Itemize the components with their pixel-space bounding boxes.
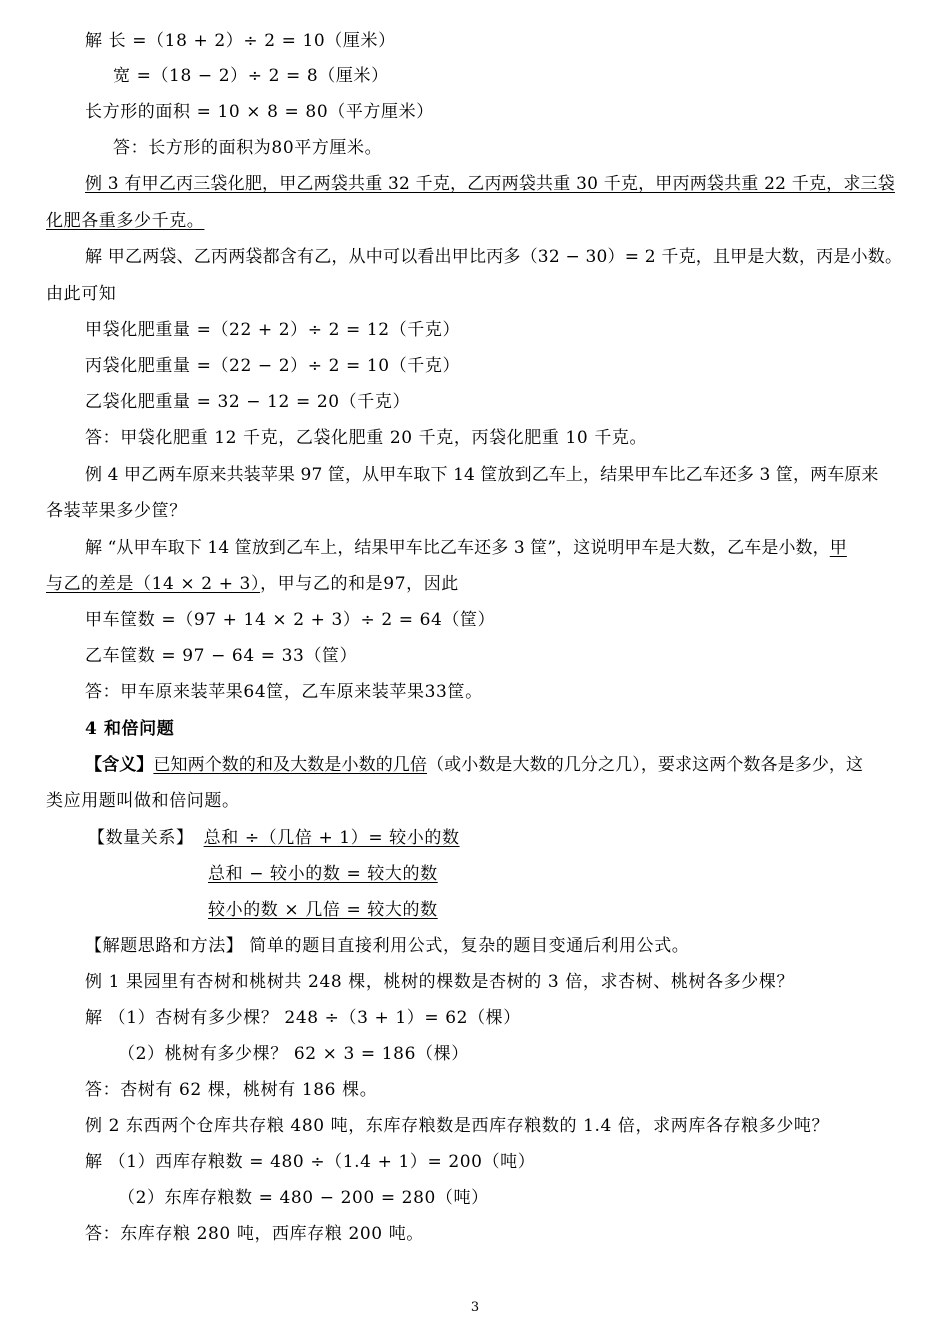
example-4-underlined-start: 甲 [829, 538, 847, 558]
definition-line [85, 753, 863, 777]
formula-2: 总和 − 较小的数 = 较大的数 [208, 864, 438, 884]
example-1-step-1: 解 （1）杏树有多少棵？ 248 ÷（3 + 1）= 62（棵） [85, 1008, 521, 1028]
example-3-question-cont: 化肥各重多少千克。 [46, 211, 205, 231]
example-4-question: 例 4 甲乙两车原来共装苹果 97 筐，从甲车取下 14 筐放到乙车上，结果甲车比乙车还多 3 筐，两车原来 [85, 465, 879, 485]
example-4-solution-cont [46, 572, 459, 596]
example-2-step-2: （2）东库存粮数 = 480 − 200 = 280（吨） [118, 1188, 489, 1208]
definition-label: 【含义】 [85, 755, 154, 775]
formula-1: 总和 ÷（几倍 + 1）= 较小的数 [203, 828, 460, 848]
page-number: 3 [470, 1300, 480, 1315]
bag-b-formula: 乙袋化肥重量 = 32 − 12 = 20（千克） [85, 392, 411, 412]
example-4-solution-tail: ，甲与乙的和是97，因此 [260, 574, 459, 594]
example-4-answer: 答：甲车原来装苹果64筐，乙车原来装苹果33筐。 [85, 682, 483, 702]
area-formula-line: 长方形的面积 = 10 × 8 = 80（平方厘米） [85, 102, 434, 122]
formula-3: 较小的数 × 几倍 = 较大的数 [208, 900, 438, 920]
example-2-question: 例 2 东西两个仓库共存粮 480 吨，东库存粮数是西库存粮数的 1.4 倍，求两库各存粮多少吨？ [85, 1116, 830, 1136]
truck-b-formula: 乙车筐数 = 97 − 64 = 33（筐） [85, 646, 358, 666]
example-1-answer: 答：杏树有 62 棵，桃树有 186 棵。 [85, 1080, 378, 1100]
area-answer-line: 答：长方形的面积为80平方厘米。 [113, 138, 383, 158]
definition-text: （或小数是大数的几分之几），要求这两个数各是多少，这 [427, 755, 864, 775]
truck-a-formula: 甲车筐数 =（97 + 14 × 2 + 3）÷ 2 = 64（筐） [85, 610, 496, 630]
quantity-relation-line [88, 826, 460, 850]
example-3-question: 例 3 有甲乙丙三袋化肥，甲乙两袋共重 32 千克，乙丙两袋共重 30 千克，甲丙两袋共重 22 千克，求三袋 [85, 174, 895, 194]
example-4-underlined-diff: 与乙的差是（14 × 2 + 3） [46, 574, 261, 594]
definition-cont: 类应用题叫做和倍问题。 [46, 791, 240, 811]
quantity-relation-label: 【数量关系】 [88, 828, 194, 848]
bag-c-formula: 丙袋化肥重量 =（22 − 2）÷ 2 = 10（千克） [85, 356, 461, 376]
solution-length-line: 解 长 =（18 + 2）÷ 2 = 10（厘米） [85, 31, 396, 51]
example-4-solution [85, 536, 847, 560]
example-4-solution-text: 解 “从甲车取下 14 筐放到乙车上，结果甲车比乙车还多 3 筐”，这说明甲车是大数，乙车是小数， [85, 538, 830, 558]
example-3-answer: 答：甲袋化肥重 12 千克，乙袋化肥重 20 千克，丙袋化肥重 10 千克。 [85, 428, 648, 448]
example-3-solution: 解 甲乙两袋、乙丙两袋都含有乙，从中可以看出甲比丙多（32 − 30）= 2 千克，且甲是大数，丙是小数。 [85, 247, 903, 267]
section-heading: 4 和倍问题 [85, 719, 175, 739]
example-2-step-1: 解 （1）西库存粮数 = 480 ÷（1.4 + 1）= 200（吨） [85, 1152, 536, 1172]
bag-a-formula: 甲袋化肥重量 =（22 + 2）÷ 2 = 12（千克） [85, 320, 461, 340]
example-2-answer: 答：东库存粮 280 吨，西库存粮 200 吨。 [85, 1224, 424, 1244]
example-1-step-2: （2）桃树有多少棵？ 62 × 3 = 186（棵） [118, 1044, 469, 1064]
example-4-question-cont: 各装苹果多少筐？ [46, 501, 187, 521]
method-line: 【解题思路和方法】 简单的题目直接利用公式，复杂的题目变通后利用公式。 [85, 936, 690, 956]
example-3-solution-cont: 由此可知 [46, 284, 117, 304]
solution-width-line: 宽 =（18 − 2）÷ 2 = 8（厘米） [113, 66, 389, 86]
example-1-question: 例 1 果园里有杏树和桃树共 248 棵，桃树的棵数是杏树的 3 倍，求杏树、桃树各多少棵？ [85, 972, 795, 992]
definition-underlined: 已知两个数的和及大数是小数的几倍 [153, 755, 428, 775]
